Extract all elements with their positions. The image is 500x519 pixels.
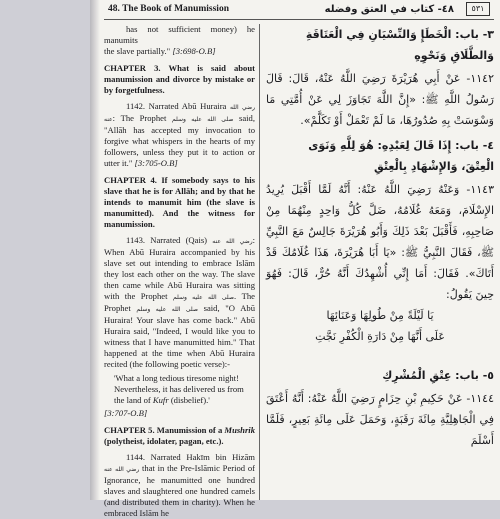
intro-line: has not sufficient money) he manumits [104,24,255,45]
reference: [3:698-O.B] [172,46,216,56]
arabic-chapter-3-heading: ٣- باب: الْخَطَإِ وَالنِّسْيَانِ فِي الْعَتَاقَةِ وَالطَّلَاقِ وَنَحْوِهِ [305,28,494,62]
chapter-4-heading: CHAPTER 4. If somebody says to his slave that he is for Allāh; and by that he intends to manumit him (the slave is manumitted). And the witness for manumission. [104,175,255,229]
english-column [104,24,255,519]
arabic-chapter-5-heading: ٥- باب: عِتْقِ الْمُشْرِكِ [382,369,494,382]
arabic-poem: يَا لَيْلَةً مِنْ طُولِهَا وَعَنَائِهَا عَلَى أَنَّهَا مِنْ دَارَةِ الْكُفْرِ نَجَّتِ [315,309,445,343]
arabic-column [266,24,494,451]
honorific: صلى الله عليه وسلم [172,294,234,301]
honorific: صلى الله عليه وسلم [171,116,234,123]
reference: [3:705-O.B] [134,158,178,168]
hadith-1142: 1142. Narrated Abū Huraira رضي الله عنه: The Prophet صلى الله عليه وسلم said, "Allāh has accepted my invocation to forgive what whispers in the hearts of my followers, unless they put it to action or utter it." [3:705-O.B] [104,101,256,168]
arabic-chapter-4-heading: ٤- باب: إِذَا قَالَ لِعَبْدِهِ: هُوَ لِلَّهِ وَنَوَى الْعِتْقَ، وَالإِشْهَادِ بِالْعِتْقِ [308,139,494,173]
chapter-3-heading: CHAPTER 3. What is said about manumission and divorce by mistake or by forgetfulness. [104,63,255,95]
hadith-1143: 1143. Narrated (Qais) رضي الله عنه: When Abū Huraira accompanied by his slave set out intending to embrace Islām they lost each other on the way. The slave then came while Abū Huraira was sitting with the Prophet صلى الله عليه وسلم. The Prophet صلى الله عليه وسلم said, "O Abū Huraira! Your slave has come back." Abū Huraira said, "Indeed, I would like you to witness that I have manumitted him." That happened at the time when Abū Huraira recited (the following poetic verse):- [104,235,255,369]
honorific: صلى الله عليه وسلم [136,306,198,313]
poem-translation: 'What a long tedious tiresome night! Nevertheless, it has delivered us from the land of Kufr (disbelief).' [114,373,244,405]
english-running-title: 48. The Book of Manumission [108,4,229,14]
arabic-hadith-1143: ١١٤٣- وَعَنْهُ رَضِيَ اللَّهُ عَنْهُ: أَنَّهُ لَمَّا أَقْبَلَ يُرِيدُ الإِسْلَامَ، وَمَعَهُ غُلَامُهُ، ضَلَّ كُلُّ وَاحِدٍ مِنْهُمَا مِنْ صَاحِبِهِ، فَأَقْبَلَ بَعْدَ ذَلِكَ وَأَبُو هُرَيْرَةَ جَالِسٌ مَعَ النَّبِيِّ ﷺ، فَقَالَ النَّبِيُّ ﷺ: «يَا أَبَا هُرَيْرَةَ، هَذَا غُلَامُكَ قَدْ أَتَاكَ». فَقَالَ: أَمَا إِنِّي أُشْهِدُكَ أَنَّهُ حُرٌّ، قَالَ: فَهُوَ حِينَ يَقُولُ: [266,183,494,301]
intro-paragraph: the slave partially." [3:698-O.B] [104,46,216,56]
column-divider [259,24,260,500]
honorific: رضي الله عنه [104,466,140,473]
header-rule [104,19,494,20]
arabic-running-title: ٤٨- كتاب في العتق وفضله [324,4,454,15]
page-gutter-shadow [90,0,100,500]
honorific: رضي الله عنه [104,104,255,123]
book-page [90,0,500,518]
honorific: رضي الله عنه [212,238,253,245]
page-number: ٥٣١ [466,2,490,16]
arabic-hadith-1144: ١١٤٤- عَنْ حَكِيمِ بْنِ حِزَامٍ رَضِيَ اللَّهُ عَنْهُ: أَنَّهُ أَعْتَقَ فِي الْجَاهِلِيَّةِ مِائَةَ رَقَبَةٍ، وَحَمَلَ عَلَى مِائَةِ بَعِيرٍ، فَلَمَّا أَسْلَمَ [266,392,494,447]
arabic-hadith-1142: ١١٤٢- عَنْ أَبِي هُرَيْرَةَ رَضِيَ اللَّهُ عَنْهُ، قَالَ: قَالَ رَسُولُ اللَّهِ ﷺ: «إِنَّ اللَّهَ تَجَاوَزَ لِي عَنْ أُمَّتِي مَا وَسْوَسَتْ بِهِ صُدُورُهَا، مَا لَمْ تَعْمَلْ أَوْ تَكَلَّمْ». [266,72,494,127]
hadith-1144: 1144. Narrated Hakīm bin Hizām رضي الله عنه that in the Pre-Islāmic Period of Ignorance, he manumitted one hundred slaves and slaughtered one hundred camels (and distributed them in charity). When he embraced Islām he [104,452,255,518]
chapter-5-heading: CHAPTER 5. Manumission of a Mushrik (polytheist, idolater, pagan, etc.). [104,425,255,446]
reference: [3:707-O.B] [104,408,148,418]
page-header [104,4,494,18]
